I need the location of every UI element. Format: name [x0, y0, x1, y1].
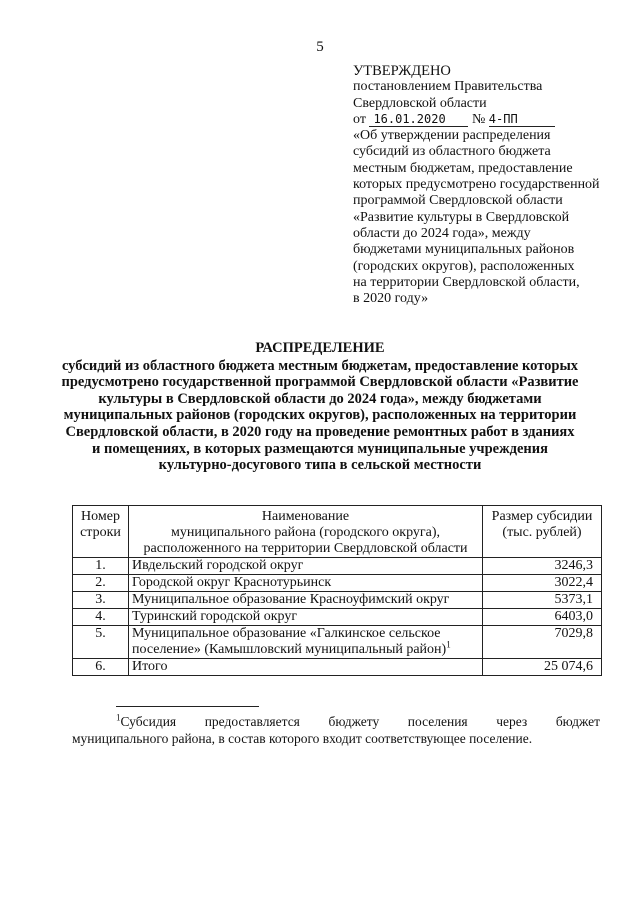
row-amount: 3022,4 — [483, 575, 602, 592]
approval-block — [353, 63, 623, 307]
row-amount: 7029,8 — [483, 626, 602, 659]
header-text: расположенного на территории Свердловской области — [143, 541, 468, 556]
footnote-text: Субсидия предоставляется бюджету поселения через бюджет — [120, 714, 600, 729]
number-prefix: № — [471, 111, 486, 127]
heading-line: и помещениях, в которых размещаются муниципальные учреждения — [92, 440, 548, 457]
row-number: 5. — [73, 626, 129, 659]
heading-line: субсидий из областного бюджета местным бюджетам, предоставление которых — [61, 357, 579, 374]
subject-line: бюджетами муниципальных районов — [353, 242, 575, 258]
table-row — [73, 626, 602, 659]
table-row — [73, 558, 602, 575]
header-text: (тыс. рублей) — [502, 525, 582, 540]
footnote-line — [72, 714, 600, 731]
table-row — [73, 575, 602, 592]
approval-title: УТВЕРЖДЕНО — [353, 63, 451, 79]
row-amount: 5373,1 — [483, 592, 602, 609]
row-name: Ивдельский городской округ — [129, 558, 483, 575]
approval-number: 4-ПП — [489, 112, 555, 127]
distribution-table — [72, 505, 602, 676]
heading-title: РАСПРЕДЕЛЕНИЕ — [255, 340, 385, 356]
subject-line: «Развитие культуры в Свердловской — [353, 209, 570, 225]
row-number: 1. — [73, 558, 129, 575]
heading-line: культуры в Свердловской области до 2024 года», между бюджетами — [98, 390, 542, 407]
row-name: Городской округ Краснотурьинск — [129, 575, 483, 592]
table-row — [73, 609, 602, 626]
header-text: Номер — [81, 509, 120, 524]
approval-date: 16.01.2020 — [369, 112, 468, 127]
header-name — [129, 506, 483, 558]
heading-line: Свердловской области, в 2020 году на проведение ремонтных работ в зданиях — [65, 423, 575, 440]
subject-line: (городских округов), расположенных — [353, 258, 575, 274]
row-number: 3. — [73, 592, 129, 609]
footnote-line: муниципального района, в состав которого входит соответствующее поселение. — [72, 730, 533, 746]
approval-line: Свердловской области — [353, 95, 487, 111]
heading-line: культурно-досугового типа в сельской местности — [158, 457, 482, 474]
subject-line: на территории Свердловской области, — [353, 274, 580, 290]
row-amount: 3246,3 — [483, 558, 602, 575]
subject-line: области до 2024 года», между — [353, 225, 531, 241]
header-amount — [483, 506, 602, 558]
subject-line: в 2020 году» — [353, 291, 429, 307]
date-prefix: от — [353, 111, 366, 127]
row-name: Итого — [129, 659, 483, 676]
page-number: 5 — [316, 39, 324, 55]
document-heading — [40, 340, 600, 474]
row-number: 2. — [73, 575, 129, 592]
row-amount: 25 074,6 — [483, 659, 602, 676]
row-name-text: поселение» (Камышловский муниципальный район) — [132, 642, 447, 657]
row-number: 4. — [73, 609, 129, 626]
table-row-total — [73, 659, 602, 676]
approval-date-line — [353, 112, 623, 128]
row-number: 6. — [73, 659, 129, 676]
footnote-mark: 1 — [446, 639, 451, 650]
table-row — [73, 592, 602, 609]
row-name: Муниципальное образование Красноуфимский округ — [129, 592, 483, 609]
approval-subject — [353, 128, 623, 307]
subject-line: местным бюджетам, предоставление — [353, 160, 573, 176]
table-header-row — [73, 506, 602, 558]
row-name-line — [132, 639, 479, 658]
header-row-number — [73, 506, 129, 558]
subject-line: программой Свердловской области — [353, 193, 563, 209]
row-name — [129, 626, 483, 659]
approval-line: постановлением Правительства — [353, 79, 543, 95]
footnote — [72, 714, 600, 747]
subject-line: «Об утверждении распределения — [353, 128, 551, 144]
heading-line: предусмотрено государственной программой Свердловской области «Развитие — [61, 374, 579, 391]
row-amount: 6403,0 — [483, 609, 602, 626]
row-name: Туринский городской округ — [129, 609, 483, 626]
header-text: Наименование — [261, 509, 350, 524]
heading-line: муниципальных районов (городских округов), расположенных на территории — [63, 407, 577, 424]
subject-line: субсидий из областного бюджета — [353, 144, 551, 160]
subject-line: которых предусмотрено государственной — [353, 177, 600, 193]
footnote-mark: 1 — [116, 712, 121, 723]
header-text: муниципального района (городского округа), — [170, 525, 441, 540]
header-text: строки — [80, 525, 121, 540]
header-text: Размер субсидии — [491, 509, 593, 524]
footnote-divider — [116, 706, 259, 707]
row-name-line: Муниципальное образование «Галкинское сельское — [132, 626, 441, 641]
